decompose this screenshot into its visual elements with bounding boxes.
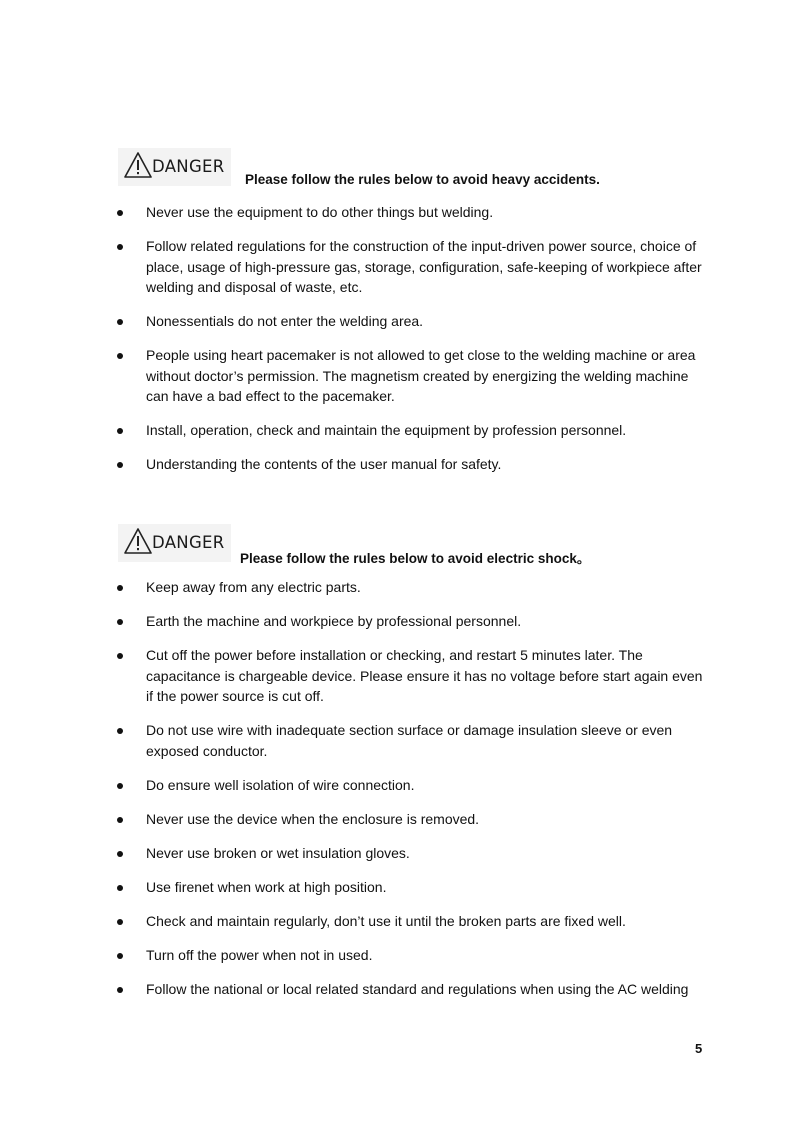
list-item: Do not use wire with inadequate section surface or damage insulation sleeve or even exposed conductor. — [0, 720, 794, 761]
electric-shock-rules-list — [0, 577, 794, 1013]
bullet-icon — [117, 885, 123, 891]
list-item: People using heart pacemaker is not allowed to get close to the welding machine or area without doctor’s permission. The magnetism created by energizing the welding machine can have a bad effect to the pacemaker. — [0, 345, 794, 407]
list-item: Follow the national or local related standard and regulations when using the AC welding — [0, 979, 794, 1000]
bullet-icon — [117, 851, 123, 857]
bullet-icon — [117, 585, 123, 591]
list-item: Keep away from any electric parts. — [0, 577, 794, 598]
list-item: Turn off the power when not in used. — [0, 945, 794, 966]
list-item: Use firenet when work at high position. — [0, 877, 794, 898]
bullet-icon — [117, 783, 123, 789]
danger-header-accidents — [118, 148, 738, 188]
list-item: Install, operation, check and maintain the equipment by profession personnel. — [0, 420, 794, 441]
bullet-icon — [117, 353, 123, 359]
bullet-icon — [117, 244, 123, 250]
list-item: Cut off the power before installation or checking, and restart 5 minutes later. The capacitance is chargeable device. Please ensure it has no voltage before start again even if the power source is cut off. — [0, 645, 794, 707]
danger-label: DANGER — [152, 533, 225, 552]
bullet-icon — [117, 428, 123, 434]
section-title-electric-shock: Please follow the rules below to avoid electric shock。 — [240, 551, 591, 566]
bullet-icon — [117, 653, 123, 659]
danger-badge — [118, 148, 231, 186]
list-item: Never use the equipment to do other things but welding. — [0, 202, 794, 223]
bullet-icon — [117, 817, 123, 823]
bullet-icon — [117, 619, 123, 625]
list-item: Follow related regulations for the construction of the input-driven power source, choice of place, usage of high-pressure gas, storage, configuration, safe-keeping of workpiece after welding and disposal of waste, etc. — [0, 236, 794, 298]
bullet-icon — [117, 953, 123, 959]
accident-rules-list — [0, 202, 794, 488]
page-number: 5 — [695, 1041, 703, 1056]
warning-triangle-icon — [124, 528, 152, 554]
list-item: Earth the machine and workpiece by professional personnel. — [0, 611, 794, 632]
bullet-icon — [117, 919, 123, 925]
list-item: Understanding the contents of the user manual for safety. — [0, 454, 794, 475]
bullet-icon — [117, 987, 123, 993]
list-item: Never use the device when the enclosure is removed. — [0, 809, 794, 830]
danger-header-electric-shock — [118, 524, 738, 564]
bullet-icon — [117, 462, 123, 468]
danger-badge — [118, 524, 231, 562]
bullet-icon — [117, 319, 123, 325]
bullet-icon — [117, 728, 123, 734]
section-title-accidents: Please follow the rules below to avoid heavy accidents. — [245, 172, 600, 187]
warning-triangle-icon — [124, 152, 152, 178]
list-item: Nonessentials do not enter the welding area. — [0, 311, 794, 332]
bullet-icon — [117, 210, 123, 216]
list-item: Never use broken or wet insulation gloves. — [0, 843, 794, 864]
danger-label: DANGER — [152, 157, 225, 176]
list-item: Check and maintain regularly, don’t use it until the broken parts are fixed well. — [0, 911, 794, 932]
list-item: Do ensure well isolation of wire connection. — [0, 775, 794, 796]
